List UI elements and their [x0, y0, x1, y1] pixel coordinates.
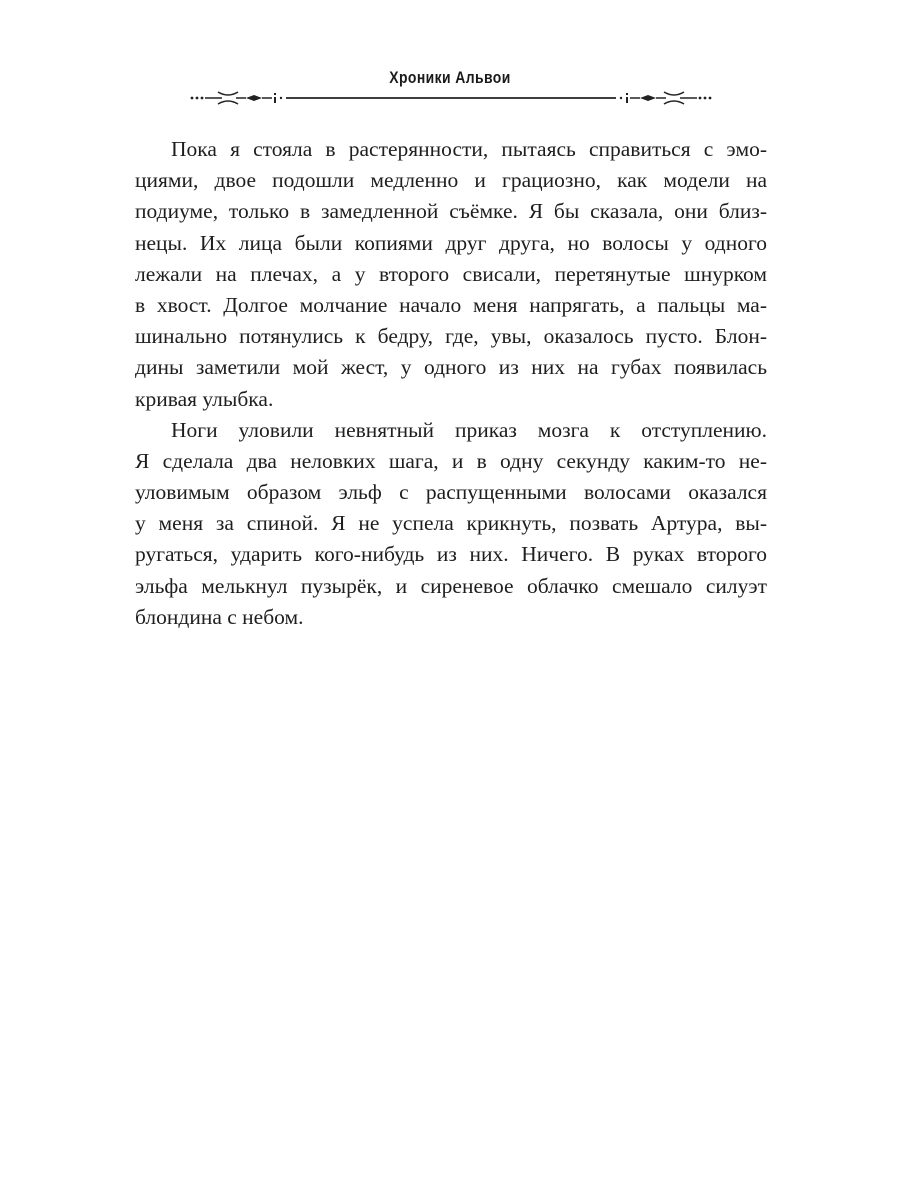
text-line-content: у меня за спиной. Я не успела крикнуть, позвать Артура, вы-	[135, 511, 767, 536]
text-line-content: Я сделала два неловких шага, и в одну секунду каким-то не-	[135, 448, 767, 473]
text-line-content: дины заметили мой жест, у одного из них на губах появилась	[135, 355, 767, 380]
text-line-content: Ноги уловили невнятный приказ мозга к отступлению.	[171, 417, 767, 442]
text-line	[135, 352, 767, 383]
text-line	[135, 290, 767, 321]
text-line-content: подиуме, только в замедленной съёмке. Я бы сказала, они близ-	[135, 199, 767, 224]
text-line	[135, 446, 767, 477]
text-line	[135, 539, 767, 570]
text-line-content: кривая улыбка.	[135, 386, 274, 411]
text-line	[135, 602, 767, 633]
text-line-content: ругаться, ударить кого-нибудь из них. Ничего. В руках второго	[135, 542, 767, 567]
text-line-content: в хвост. Долгое молчание начало меня напрягать, а пальцы ма-	[135, 292, 767, 317]
text-line-content: Пока я стояла в растерянности, пытаясь справиться с эмо-	[171, 137, 767, 161]
text-line	[135, 571, 767, 602]
text-line	[135, 415, 767, 446]
header-ornament-icon	[188, 88, 714, 108]
paragraph-1	[135, 134, 767, 415]
text-line	[135, 228, 767, 259]
text-line-content: циями, двое подошли медленно и грациозно, как модели на	[135, 168, 767, 193]
text-line	[135, 384, 767, 415]
text-line	[135, 165, 767, 196]
text-line-content: нецы. Их лица были копиями друг друга, но волосы у одного	[135, 230, 767, 255]
text-line-content: шинально потянулись к бедру, где, увы, оказалось пусто. Блон-	[135, 324, 767, 349]
text-line	[135, 134, 767, 165]
text-line-content: лежали на плечах, а у второго свисали, перетянутые шнурком	[135, 261, 767, 286]
text-line	[135, 477, 767, 508]
text-line	[135, 259, 767, 290]
text-line-content: уловимым образом эльф с распущенными волосами оказался	[135, 480, 767, 505]
body-text	[135, 134, 767, 633]
text-line-content: блондина с небом.	[135, 604, 304, 629]
text-line	[135, 321, 767, 352]
text-line	[135, 196, 767, 227]
paragraph-2	[135, 415, 767, 633]
header-title: Хроники Альвои	[389, 68, 511, 87]
text-line	[135, 508, 767, 539]
text-line-content: эльфа мелькнул пузырёк, и сиреневое облачко смешало силуэт	[135, 573, 767, 598]
